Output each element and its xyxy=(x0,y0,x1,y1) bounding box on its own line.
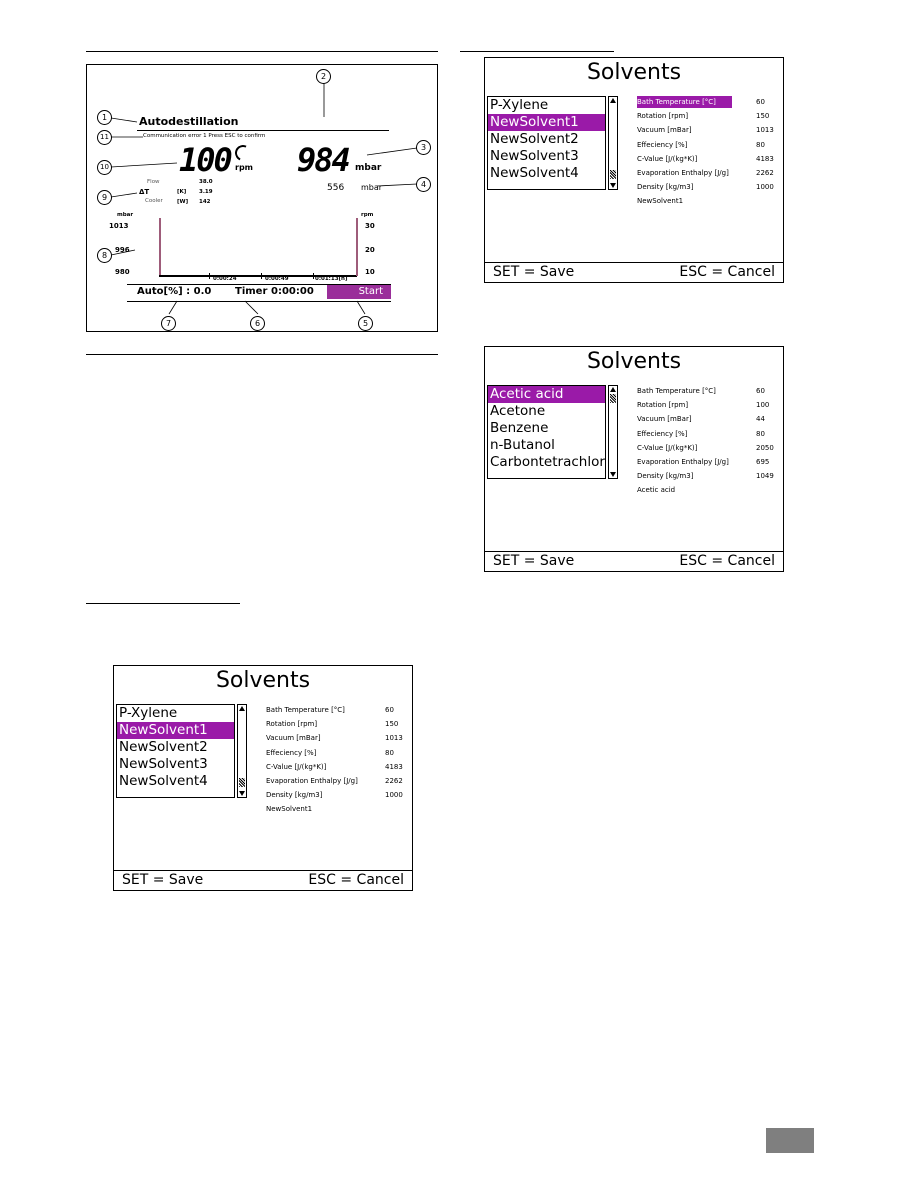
solvent-list[interactable] xyxy=(487,96,606,190)
param-value: 60 xyxy=(385,706,394,714)
callout-10: 10 xyxy=(97,160,112,175)
solvent-list-item[interactable]: NewSolvent2 xyxy=(490,131,579,147)
solvent-parameters xyxy=(637,385,783,494)
solvent-list-item[interactable]: n-Butanol xyxy=(490,437,555,453)
solvent-list-item[interactable]: NewSolvent3 xyxy=(119,756,208,772)
right-axis-tick: 30 xyxy=(365,222,375,230)
param-label[interactable]: Evaporation Enthalpy [J/g] xyxy=(637,168,729,177)
param-value: 695 xyxy=(756,457,770,466)
section-rule-top-left xyxy=(86,51,438,52)
param-label[interactable]: Evaporation Enthalpy [J/g] xyxy=(637,457,729,466)
callout-1: 1 xyxy=(97,110,112,125)
param-value: 60 xyxy=(756,98,765,106)
param-label[interactable]: Effeciency [%] xyxy=(637,140,688,149)
param-value: 60 xyxy=(756,387,765,395)
scroll-up-arrow-icon[interactable] xyxy=(239,706,245,711)
right-axis-tick: 20 xyxy=(365,246,375,254)
param-value: 80 xyxy=(756,429,765,438)
param-label[interactable]: Rotation [rpm] xyxy=(266,720,318,729)
solvent-list[interactable] xyxy=(487,385,606,479)
param-label[interactable]: Effeciency [%] xyxy=(266,748,317,757)
param-value: 1000 xyxy=(756,183,774,192)
param-value: 150 xyxy=(756,112,770,121)
right-axis-unit: rpm xyxy=(361,212,374,218)
param-value: 150 xyxy=(385,720,399,729)
param-value: 80 xyxy=(756,140,765,149)
callout-5: 5 xyxy=(358,316,373,331)
param-value: 100 xyxy=(756,401,770,410)
delta-t-unit: [K] xyxy=(177,189,187,195)
screen-title: Solvents xyxy=(586,60,682,85)
param-value: 80 xyxy=(385,748,394,757)
left-axis-unit: mbar xyxy=(117,212,134,218)
scroll-down-arrow-icon[interactable] xyxy=(610,472,616,477)
solvent-name: Acetic acid xyxy=(637,486,676,495)
callout-8: 8 xyxy=(97,248,112,263)
screen-footer xyxy=(485,551,783,571)
x-tick-mark xyxy=(313,273,314,279)
param-value: 1013 xyxy=(385,734,403,743)
save-hint[interactable]: SET = Save xyxy=(493,264,575,280)
param-label[interactable]: Evaporation Enthalpy [J/g] xyxy=(266,776,358,785)
timer-label: Timer xyxy=(235,286,268,297)
screen-footer xyxy=(114,870,412,890)
param-value: 4183 xyxy=(756,154,774,163)
callout-6: 6 xyxy=(250,316,265,331)
solvent-list-item-selected[interactable]: NewSolvent1 xyxy=(488,114,605,131)
scroll-up-arrow-icon[interactable] xyxy=(610,98,616,103)
solvent-list-item[interactable]: P-Xylene xyxy=(119,705,178,721)
title-underline xyxy=(137,130,389,131)
page-number-tab xyxy=(766,1128,814,1153)
param-label[interactable]: Density [kg/m3] xyxy=(637,472,694,481)
scroll-thumb[interactable] xyxy=(239,778,245,787)
param-label[interactable]: Vacuum [mBar] xyxy=(637,126,692,135)
x-axis-tick: 0:00:49 xyxy=(265,276,289,282)
rpm-unit: rpm xyxy=(235,163,254,172)
section-rule-lower-left xyxy=(86,603,240,604)
param-value: 1013 xyxy=(756,126,774,135)
param-label[interactable]: Rotation [rpm] xyxy=(637,112,689,121)
solvent-list-item[interactable]: Benzene xyxy=(490,420,549,436)
solvent-list-item[interactable]: NewSolvent4 xyxy=(119,773,208,789)
param-label[interactable]: Density [kg/m3] xyxy=(266,791,323,800)
right-axis-tick: 10 xyxy=(365,268,375,276)
param-value: 44 xyxy=(756,415,765,424)
solvent-list-item[interactable]: NewSolvent3 xyxy=(490,148,579,164)
solvents-screen xyxy=(113,665,413,891)
solvent-list-item[interactable]: P-Xylene xyxy=(490,97,549,113)
callout-2: 2 xyxy=(316,69,331,84)
save-hint[interactable]: SET = Save xyxy=(493,553,575,569)
callout-11: 11 xyxy=(97,130,112,145)
param-value: 2050 xyxy=(756,443,774,452)
solvent-list-item-selected[interactable]: NewSolvent1 xyxy=(117,722,234,739)
auto-percent-label: Auto[%] : 0.0 xyxy=(137,286,212,297)
delta-t-value: 3.19 xyxy=(199,189,213,195)
right-axis-line xyxy=(356,218,358,276)
cancel-hint[interactable]: ESC = Cancel xyxy=(308,872,404,888)
timer-value: 0:00:00 xyxy=(271,286,314,297)
cooler-value: 142 xyxy=(199,199,211,205)
x-axis-tick: 0:01:13[h] xyxy=(315,276,348,282)
param-value: 1000 xyxy=(385,791,403,800)
solvents-screen xyxy=(484,57,784,283)
save-hint[interactable]: SET = Save xyxy=(122,872,204,888)
param-label[interactable]: Rotation [rpm] xyxy=(637,401,689,410)
callout-9: 9 xyxy=(97,190,112,205)
scroll-thumb[interactable] xyxy=(610,394,616,403)
param-value: 4183 xyxy=(385,762,403,771)
param-value: 1049 xyxy=(756,472,774,481)
cooler-label: Cooler xyxy=(145,198,163,204)
solvent-name: NewSolvent1 xyxy=(637,197,684,206)
param-label[interactable]: Bath Temperature [°C] xyxy=(637,387,716,395)
list-scrollbar[interactable] xyxy=(237,704,247,798)
scroll-thumb[interactable] xyxy=(610,170,616,179)
param-label[interactable]: C-Value [J/(kg*K)] xyxy=(637,154,698,163)
left-axis-line xyxy=(159,218,161,276)
param-value: 2262 xyxy=(385,776,403,785)
scroll-down-arrow-icon[interactable] xyxy=(610,183,616,188)
cancel-hint[interactable]: ESC = Cancel xyxy=(679,264,775,280)
callout-4: 4 xyxy=(416,177,431,192)
param-label[interactable]: Effeciency [%] xyxy=(637,429,688,438)
rpm-readout: 100 xyxy=(179,141,231,179)
scroll-down-arrow-icon[interactable] xyxy=(239,791,245,796)
solvent-parameters xyxy=(266,704,412,813)
param-label[interactable]: Bath Temperature [°C] xyxy=(266,706,345,714)
flow-label: Flow xyxy=(147,179,160,185)
scroll-up-arrow-icon[interactable] xyxy=(610,387,616,392)
screen-title: Solvents xyxy=(586,349,682,374)
solvent-list-item[interactable]: Acetone xyxy=(490,403,546,419)
left-axis-tick: 1013 xyxy=(109,222,129,230)
vacuum-unit: mbar xyxy=(355,163,382,173)
start-button[interactable]: Start xyxy=(327,285,391,299)
cooler-unit: [W] xyxy=(177,199,189,205)
param-label[interactable]: C-Value [J/(kg*K)] xyxy=(637,443,698,452)
callout-3: 3 xyxy=(416,140,431,155)
solvent-list-item-selected[interactable]: Acetic acid xyxy=(488,386,605,403)
param-label[interactable]: Density [kg/m3] xyxy=(637,183,694,192)
section-rule-top-right xyxy=(460,51,614,52)
solvent-name: NewSolvent1 xyxy=(266,805,313,814)
x-axis-tick: 0:00:24 xyxy=(213,276,237,282)
screen-title: Solvents xyxy=(215,668,311,693)
screen-footer xyxy=(485,262,783,282)
left-axis-tick: 980 xyxy=(115,268,130,276)
x-tick-mark xyxy=(261,273,262,279)
vacuum-readout: 984 xyxy=(297,141,349,179)
auto-title: Autodestillation xyxy=(139,115,239,128)
solvents-screen xyxy=(484,346,784,572)
x-tick-mark xyxy=(209,273,210,279)
param-value: 2262 xyxy=(756,168,774,177)
section-rule-mid-left xyxy=(86,354,438,355)
solvent-list-item[interactable]: NewSolvent2 xyxy=(119,739,208,755)
param-label[interactable]: Vacuum [mBar] xyxy=(266,734,321,743)
param-label[interactable]: C-Value [J/(kg*K)] xyxy=(266,762,327,771)
list-scrollbar[interactable] xyxy=(608,385,618,479)
solvent-parameters xyxy=(637,96,783,205)
vacuum-setpoint: 556 xyxy=(327,183,345,193)
solvent-list[interactable] xyxy=(116,704,235,798)
list-scrollbar[interactable] xyxy=(608,96,618,190)
autodestillation-figure xyxy=(86,64,438,332)
solvent-list-item[interactable]: Carbontetrachlor xyxy=(490,454,605,470)
setpoint-unit: mbar xyxy=(361,183,383,192)
solvent-list-item[interactable]: NewSolvent4 xyxy=(490,165,579,181)
flow-value: 38.0 xyxy=(199,179,213,185)
param-label[interactable]: Vacuum [mBar] xyxy=(637,415,692,424)
delta-t-label: ΔT xyxy=(139,188,150,196)
cancel-hint[interactable]: ESC = Cancel xyxy=(679,553,775,569)
param-label-selected[interactable]: Bath Temperature [°C] xyxy=(637,96,732,108)
left-axis-tick: 996 xyxy=(115,246,130,254)
callout-7: 7 xyxy=(161,316,176,331)
communication-error-message: Communication error 1 Press ESC to confirm xyxy=(143,133,266,139)
